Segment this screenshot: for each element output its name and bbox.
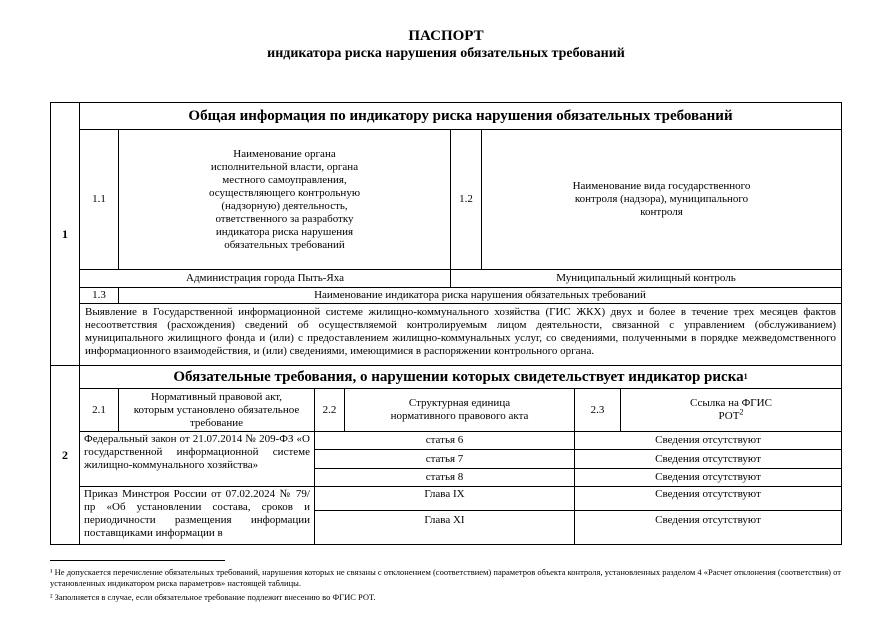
row-5-link: Сведения отсутствуют	[574, 510, 842, 545]
cell-1-3-number: 1.3	[79, 287, 119, 304]
act-2: Приказ Минстроя России от 07.02.2024 № 79/пр «Об установлении состава, сроков и периодичности размещения информации поставщиками информации в	[79, 486, 315, 545]
row-1-unit: статья 6	[314, 431, 575, 450]
section-1-number: 1	[50, 102, 80, 366]
cell-2-3-label-text: Ссылка на ФГИС РОТ$^2$	[690, 397, 772, 422]
footnote-ref-2: 2	[739, 407, 744, 417]
cell-1-1-value: Администрация города Пыть-Яха	[79, 269, 451, 288]
cell-1-3-label: Наименование индикатора риска нарушения обязательных требований	[118, 287, 842, 304]
cell-2-1-label: Нормативный правовой акт, которым установлено обязательное требование	[118, 388, 315, 432]
cell-2-3-label	[620, 388, 842, 432]
cell-1-1-label: Наименование органа исполнительной власти, органа местного самоуправления, осуществляющего контрольную (надзорную) деятельность, ответственного за разработку индикатора риска нарушения обязательных требований	[118, 129, 451, 270]
footnote-2: ² Заполняется в случае, если обязательное требование подлежит внесению во ФГИС РОТ.	[50, 592, 376, 602]
section-2-number: 2	[50, 365, 80, 545]
row-4-unit: Глава IX	[314, 486, 575, 511]
row-4-link: Сведения отсутствуют	[574, 486, 842, 511]
section-2-heading: Обязательные требования, о нарушении которых свидетельствует индикатор риска 1	[79, 365, 842, 389]
cell-2-2-label: Структурная единица нормативного правового акта	[344, 388, 575, 432]
cell-2-3-number: 2.3	[574, 388, 621, 432]
document-title: ПАСПОРТ	[408, 28, 484, 44]
cell-2-2-number: 2.2	[314, 388, 345, 432]
cell-2-1-number: 2.1	[79, 388, 119, 432]
cell-1-2-value: Муниципальный жилищный контроль	[450, 269, 842, 288]
row-3-unit: статья 8	[314, 468, 575, 487]
footnote-1: ¹ Не допускается перечисление обязательных требований, нарушения которых не связаны с отклонением (соответствием) параметров объекта контроля, установленных разделом 4 «Расчет отклонения (соответствия) от установленных индикатором риска параметров» настоящей таблицы.	[50, 567, 841, 588]
section-1-heading: Общая информация по индикатору риска нарушения обязательных требований	[79, 102, 842, 130]
cell-1-3-value: Выявление в Государственной информационной системе жилищно-коммунального хозяйства (ГИС ЖКХ) двух и более в течение трех месяцев фактов несоответствия (расхождения) сведений об осуществляемой контролируемым лицом деятельности, связанной с управлением (обслуживанием) муниципального жилищного фонда и (или) с предоставлением жилищно-коммунальных услуг, со сведениями, полученными в порядке межведомственного информационного взаимодействия, и (или) сведениями, имеющимися в распоряжении контрольного органа.	[79, 303, 842, 366]
row-5-unit: Глава XI	[314, 510, 575, 545]
cell-1-2-number: 1.2	[450, 129, 482, 270]
act-1: Федеральный закон от 21.07.2014 № 209-ФЗ «О государственной информационной системе жилищно-коммунального хозяйства»	[79, 431, 315, 487]
passport-table	[50, 102, 842, 545]
cell-1-1-number: 1.1	[79, 129, 119, 270]
footnote-separator	[50, 560, 225, 561]
cell-1-2-label: Наименование вида государственного контроля (надзора), муниципального контроля	[481, 129, 842, 270]
section-2-heading-text: Обязательные требования, о нарушении которых свидетельствует индикатор риска	[173, 368, 744, 385]
row-2-link: Сведения отсутствуют	[574, 449, 842, 469]
document-subtitle: индикатора риска нарушения обязательных требований	[267, 46, 625, 61]
row-1-link: Сведения отсутствуют	[574, 431, 842, 450]
row-3-link: Сведения отсутствуют	[574, 468, 842, 487]
row-2-unit: статья 7	[314, 449, 575, 469]
